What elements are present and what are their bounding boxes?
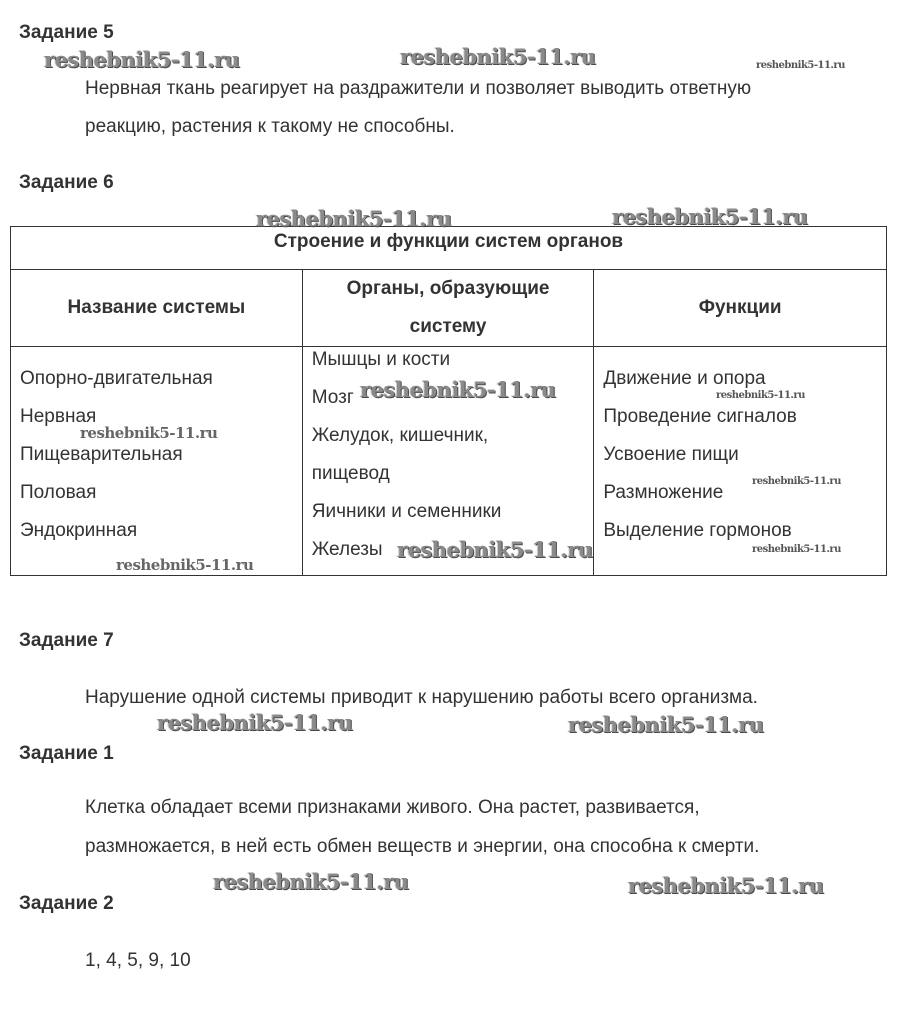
task-5-heading: Задание 5 [19,22,114,43]
header-functions: Функции [594,270,887,347]
organ-item: пищевод [311,463,390,484]
watermark: reshebnik5-11.ru [628,873,824,898]
task-1-text-line-1: Клетка обладает всеми признаками живого. Она растет, развивается, [85,797,700,818]
watermark: reshebnik5-11.ru [716,390,805,401]
function-item: Размножение [603,482,724,503]
function-item: Проведение сигналов [603,406,797,427]
systems-cell [11,347,303,576]
system-item: Опорно-двигательная [20,368,213,389]
watermark: reshebnik5-11.ru [752,476,841,487]
table-caption: Строение и функции систем органов [11,227,887,270]
function-item: Усвоение пищи [603,444,739,465]
system-item: Нервная [20,406,97,427]
header-organs-line-2: систему [409,316,487,337]
watermark: reshebnik5-11.ru [400,44,596,69]
organ-item: Желудок, кишечник, [311,425,489,446]
watermark: reshebnik5-11.ru [256,206,452,231]
organ-item: Железы [311,539,383,560]
watermark: reshebnik5-11.ru [157,710,353,735]
task-5-text-line-1: Нервная ткань реагирует на раздражители и позволяет выводить ответную [85,78,752,99]
watermark: reshebnik5-11.ru [44,47,240,72]
watermark: reshebnik5-11.ru [360,377,556,402]
header-system-name: Название системы [11,270,303,347]
task-2-answer: 1, 4, 5, 9, 10 [85,950,191,971]
system-item: Пищеварительная [20,444,183,465]
organ-item: Мозг [311,387,354,408]
watermark: reshebnik5-11.ru [568,712,764,737]
watermark: reshebnik5-11.ru [80,424,218,442]
task-6-heading: Задание 6 [19,172,114,193]
system-item: Половая [20,482,97,503]
header-organs-line-1: Органы, образующие [346,278,550,299]
watermark: reshebnik5-11.ru [612,204,808,229]
header-organs [302,270,594,347]
organ-item: Яичники и семенники [311,501,502,522]
task-5-text-line-2: реакцию, растения к такому не способны. [85,116,455,137]
task-1-text-line-2: размножается, в ней есть обмен веществ и энергии, она способна к смерти. [85,836,760,857]
system-item: Эндокринная [20,520,138,541]
organ-item: Мышцы и кости [311,349,451,370]
watermark: reshebnik5-11.ru [756,60,845,71]
watermark: reshebnik5-11.ru [397,537,593,562]
watermark: reshebnik5-11.ru [752,544,841,555]
function-item: Движение и опора [603,368,766,389]
task-1-heading: Задание 1 [19,743,114,764]
watermark: reshebnik5-11.ru [213,869,409,894]
watermark: reshebnik5-11.ru [116,556,254,574]
task-7-heading: Задание 7 [19,630,114,651]
task-7-text-line-1: Нарушение одной системы приводит к нарушению работы всего организма. [85,687,758,708]
functions-cell [594,347,887,576]
function-item: Выделение гормонов [603,520,792,541]
task-2-heading: Задание 2 [19,893,114,914]
